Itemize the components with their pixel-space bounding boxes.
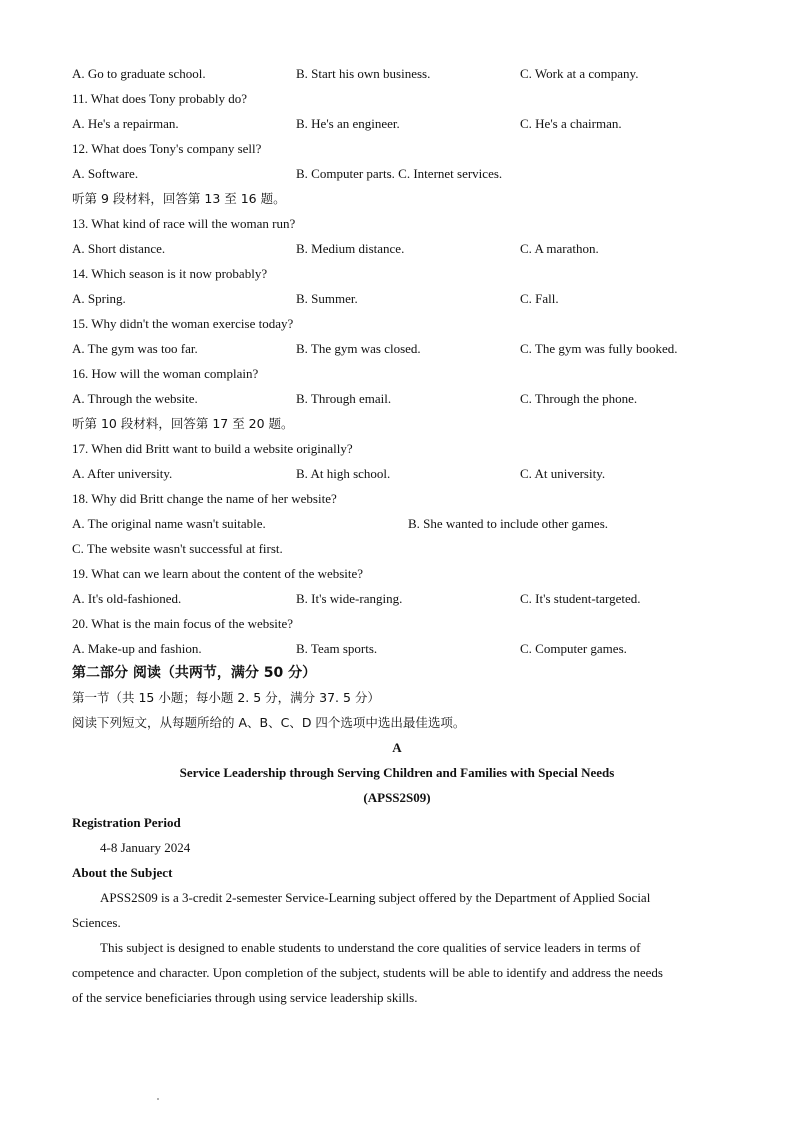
q18-text: 18. Why did Britt change the name of her website? — [72, 491, 337, 506]
q10-option-c: C. Work at a company. — [520, 66, 639, 81]
q14-option-c: C. Fall. — [520, 291, 559, 306]
q16-option-a: A. Through the website. — [72, 391, 198, 406]
q18-option-a: A. The original name wasn't suitable. — [72, 516, 266, 531]
q12-option-a: A. Software. — [72, 166, 139, 181]
passage-title: Service Leadership through Serving Children and Families with Special Needs — [179, 765, 615, 780]
q13-option-a: A. Short distance. — [72, 241, 166, 256]
q14-option-b: B. Summer. — [296, 291, 358, 306]
part2-instruction: 阅读下列短文，从每题所给的 A、B、C、D 四个选项中选出最佳选项。 — [72, 715, 466, 730]
q12-option-bc: B. Computer parts. C. Internet services. — [296, 166, 503, 181]
section-9-instruction: 听第 9 段材料，回答第 13 至 16 题。 — [72, 191, 286, 206]
section-10-instruction: 听第 10 段材料，回答第 17 至 20 题。 — [72, 416, 294, 431]
part2-section1: 第一节（共 15 小题；每小题 2. 5 分，满分 37. 5 分） — [72, 690, 380, 705]
q14-option-a: A. Spring. — [72, 291, 126, 306]
about-heading: About the Subject — [72, 865, 173, 880]
q11-option-c: C. He's a chairman. — [520, 116, 622, 131]
q19-option-b: B. It's wide-ranging. — [296, 591, 403, 606]
q17-option-c: C. At university. — [520, 466, 606, 481]
q16-option-c: C. Through the phone. — [520, 391, 638, 406]
passage-letter: A — [392, 740, 402, 755]
q18-option-c: C. The website wasn't successful at first. — [72, 541, 283, 556]
q15-option-c: C. The gym was fully booked. — [520, 341, 678, 356]
para2-line3: of the service beneficiaries through using service leadership skills. — [72, 990, 418, 1005]
q19-option-c: C. It's student-targeted. — [520, 591, 641, 606]
q18-option-b: B. She wanted to include other games. — [408, 516, 609, 531]
q19-text: 19. What can we learn about the content of the website? — [72, 566, 364, 581]
q13-text: 13. What kind of race will the woman run? — [72, 216, 296, 231]
q15-option-a: A. The gym was too far. — [72, 341, 198, 356]
q13-option-c: C. A marathon. — [520, 241, 599, 256]
para1-line1: APSS2S09 is a 3-credit 2-semester Service-Learning subject offered by the Department of Applied Social — [100, 890, 651, 905]
q10-option-a: A. Go to graduate school. — [72, 66, 206, 81]
q11-option-b: B. He's an engineer. — [296, 116, 400, 131]
q13-option-b: B. Medium distance. — [296, 241, 405, 256]
q14-text: 14. Which season is it now probably? — [72, 266, 268, 281]
q17-option-b: B. At high school. — [296, 466, 391, 481]
part2-heading: 第二部分 阅读（共两节，满分 50 分） — [72, 665, 317, 681]
q10-option-b: B. Start his own business. — [296, 66, 431, 81]
para1-line2: Sciences. — [72, 915, 121, 930]
q16-text: 16. How will the woman complain? — [72, 366, 259, 381]
q20-option-c: C. Computer games. — [520, 641, 627, 656]
q16-option-b: B. Through email. — [296, 391, 392, 406]
scan-speck — [157, 1098, 159, 1100]
q20-option-a: A. Make-up and fashion. — [72, 641, 202, 656]
para2-line1: This subject is designed to enable students to understand the core qualities of service leaders in terms of — [100, 940, 641, 955]
q17-text: 17. When did Britt want to build a website originally? — [72, 441, 353, 456]
q11-option-a: A. He's a repairman. — [72, 116, 179, 131]
registration-heading: Registration Period — [72, 815, 181, 830]
q19-option-a: A. It's old-fashioned. — [72, 591, 182, 606]
para2-line2: competence and character. Upon completion of the subject, students will be able to identify and address the needs — [72, 965, 663, 980]
q11-text: 11. What does Tony probably do? — [72, 91, 248, 106]
q12-text: 12. What does Tony's company sell? — [72, 141, 262, 156]
q17-option-a: A. After university. — [72, 466, 173, 481]
q15-text: 15. Why didn't the woman exercise today? — [72, 316, 294, 331]
registration-date: 4-8 January 2024 — [100, 840, 191, 855]
passage-code: (APSS2S09) — [363, 790, 431, 805]
q20-text: 20. What is the main focus of the website? — [72, 616, 294, 631]
q20-option-b: B. Team sports. — [296, 641, 378, 656]
q15-option-b: B. The gym was closed. — [296, 341, 421, 356]
